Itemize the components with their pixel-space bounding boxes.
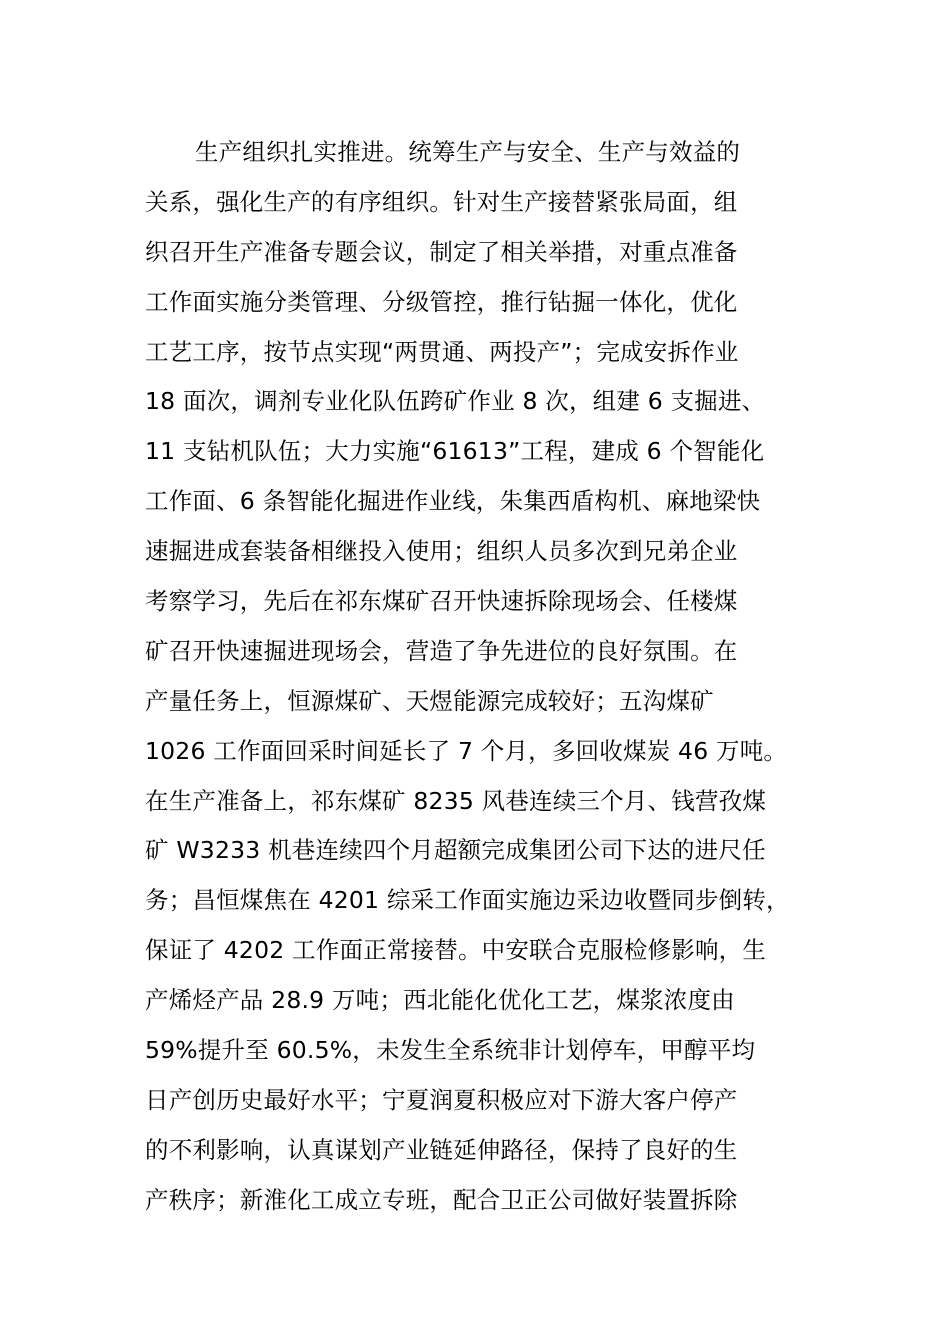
text-line: 在生产准备上，祁东煤矿 8235 风巷连续三个月、钱营孜煤 <box>145 786 767 815</box>
text-line: 矿 W3233 机巷连续四个月超额完成集团公司下达的进尺任 <box>145 836 766 865</box>
text-line: 速掘进成套装备相继投入使用；组织人员多次到兄弟企业 <box>145 537 738 566</box>
text-line: 日产创历史最好水平；宁夏润夏积极应对下游大客户停产 <box>145 1085 738 1114</box>
text-line: 织召开生产准备专题会议，制定了相关举措，对重点准备 <box>145 237 738 266</box>
text-line: 工作面、6 条智能化掘进作业线，朱集西盾构机、麻地梁快 <box>145 487 761 516</box>
text-line: 生产组织扎实推进。统筹生产与安全、生产与效益的 <box>195 138 741 166</box>
text-line: 关系，强化生产的有序组织。针对生产接替紧张局面，组 <box>145 187 738 216</box>
text-line: 59%提升至 60.5%，未发生全系统非计划停车，甲醇平均 <box>145 1036 756 1065</box>
text-line: 11 支钻机队伍；大力实施“61613”工程，建成 6 个智能化 <box>145 437 765 466</box>
text-line: 1026 工作面回采时间延长了 7 个月，多回收煤炭 46 万吨。 <box>145 736 788 765</box>
text-line: 的不利影响，认真谋划产业链延伸路径，保持了良好的生 <box>145 1135 738 1164</box>
text-line: 产烯烃产品 28.9 万吨；西北能化优化工艺，煤浆浓度由 <box>145 986 735 1015</box>
text-line: 工艺工序，按节点实现“两贯通、两投产”；完成安拆作业 <box>145 337 739 366</box>
text-line: 18 面次，调剂专业化队伍跨矿作业 8 次，组建 6 支掘进、 <box>145 387 766 416</box>
text-line: 务；昌恒煤焦在 4201 综采工作面实施边采边收暨同步倒转， <box>145 886 790 915</box>
text-line: 考察学习，先后在祁东煤矿召开快速拆除现场会、任楼煤 <box>145 587 738 616</box>
text-line: 矿召开快速掘进现场会，营造了争先进位的良好氛围。在 <box>145 636 738 665</box>
text-line: 工作面实施分类管理、分级管控，推行钻掘一体化，优化 <box>145 287 738 316</box>
body-paragraph <box>145 128 845 1226</box>
text-line: 产秩序；新淮化工成立专班，配合卫正公司做好装置拆除 <box>145 1185 738 1214</box>
text-line: 保证了 4202 工作面正常接替。中安联合克服检修影响，生 <box>145 936 767 965</box>
text-line: 产量任务上，恒源煤矿、天煜能源完成较好；五沟煤矿 <box>145 686 714 715</box>
